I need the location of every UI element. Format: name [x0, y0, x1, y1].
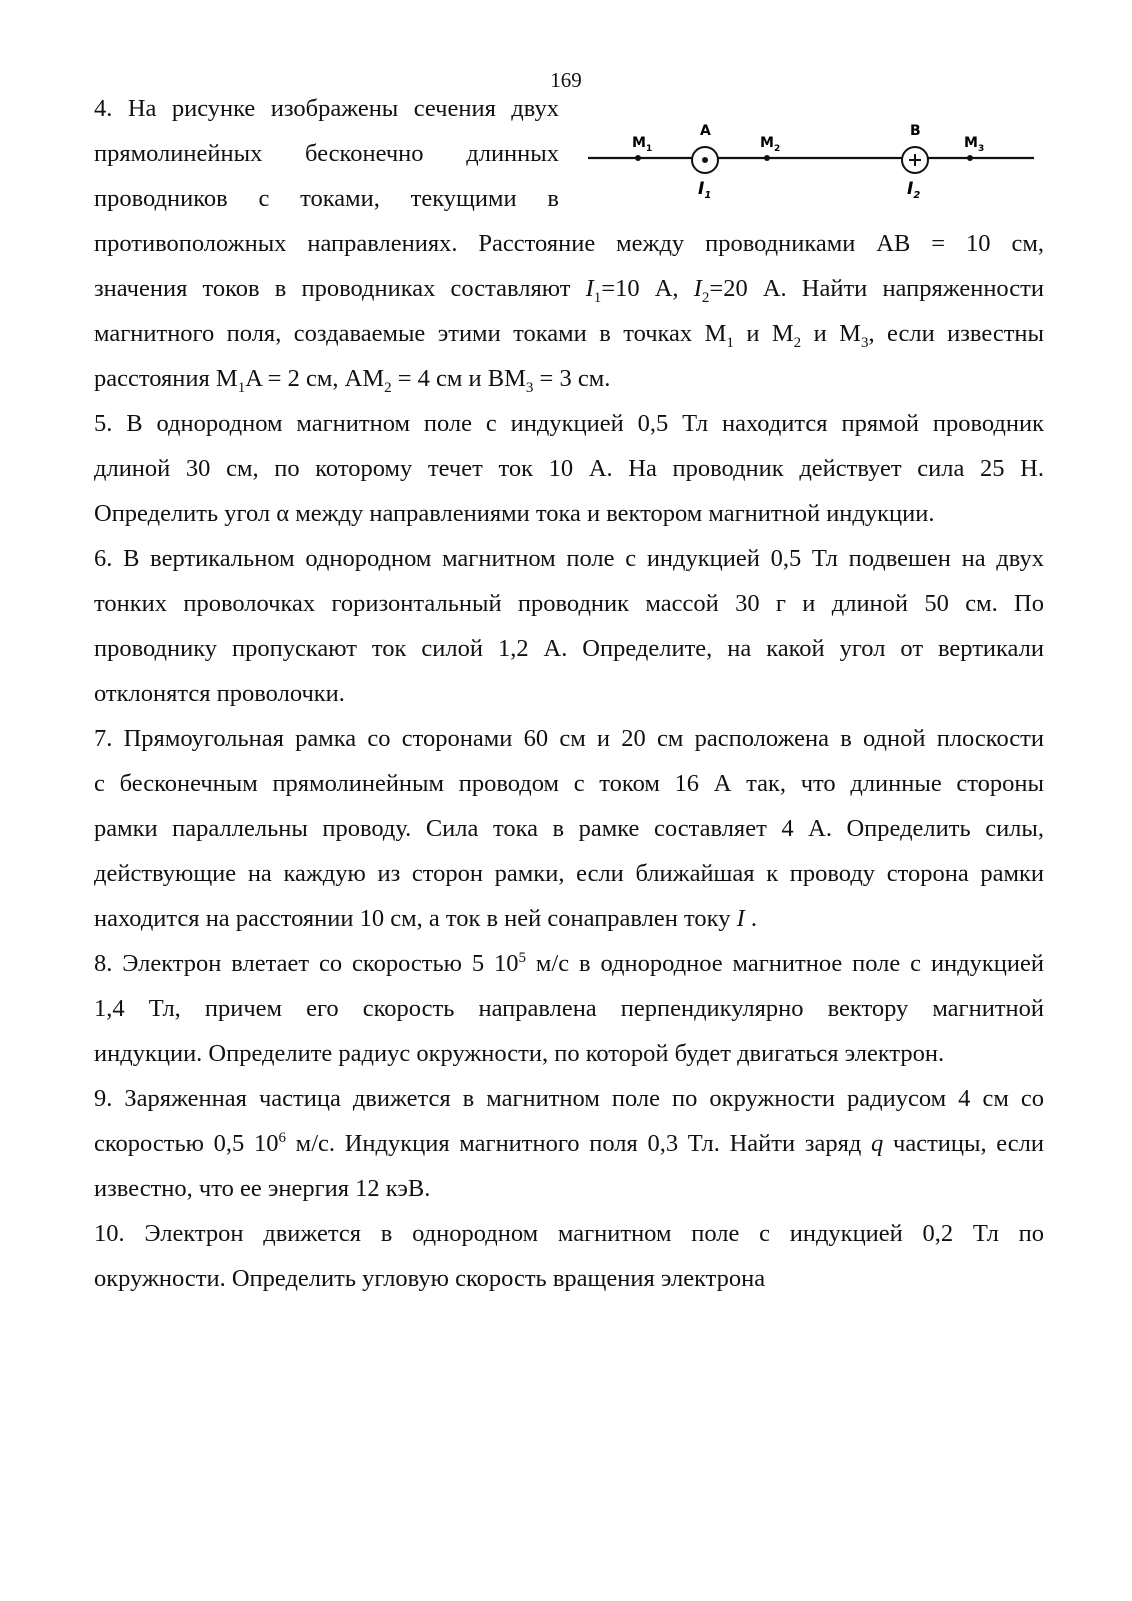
label-m2: $M_2$	[760, 135, 781, 154]
p4-line-1: 4. На рисунке изображены сечения двух	[94, 95, 559, 122]
p7-line-5: находится на расстоянии 10 см, а ток в ней сонаправлен току I .	[94, 905, 757, 932]
p4-line-7: расстояния $M_1A = 2$ см, $AM_2 = 4$ см и $BM_3 = 3$ см.	[94, 365, 611, 396]
problem-10	[94, 1211, 1044, 1301]
label-i1: $I_1$	[698, 179, 712, 200]
p10-line-1: 10. Электрон движется в однородном магнитном поле с индукцией 0,2 Тл по	[94, 1220, 1044, 1247]
problem-6	[94, 536, 1044, 716]
label-b: B	[910, 123, 921, 139]
problem-8	[94, 941, 1044, 1076]
p6-line-1: 6. В вертикальном однородном магнитном поле с индукцией 0,5 Тл подвешен на двух	[94, 545, 1044, 572]
p6-line-3: проводнику пропускают ток силой 1,2 А. Определите, на какой угол от вертикали	[94, 635, 1044, 662]
p5-line-3: Определить угол α между направлениями тока и вектором магнитной индукции.	[94, 500, 935, 527]
p5-line-1: 5. В однородном магнитном поле с индукцией 0,5 Тл находится прямой проводник	[94, 410, 1044, 437]
page-body	[94, 86, 1044, 1301]
p4-line-2: прямолинейных бесконечно длинных	[94, 140, 559, 167]
p5-line-2: длиной 30 см, по которому течет ток 10 А. На проводник действует сила 25 Н.	[94, 455, 1044, 482]
p6-line-2: тонких проволочках горизонтальный проводник массой 30 г и длиной 50 см. По	[94, 590, 1044, 617]
p9-line-1: 9. Заряженная частица движется в магнитном поле по окружности радиусом 4 см со	[94, 1085, 1044, 1112]
label-a: A	[700, 123, 711, 139]
p4-line-3: проводников с токами, текущими в	[94, 185, 559, 212]
label-i2: $I_2$	[907, 179, 921, 200]
p4-line-5: значения токов в проводниках составляют $I_1=10$ А, $I_2=20$ А. Найти напряженности	[94, 275, 1044, 306]
label-m3: $M_3$	[964, 135, 985, 154]
problem-7	[94, 716, 1044, 941]
p8-line-2: 1,4 Тл, причем его скорость направлена перпендикулярно вектору магнитной	[94, 995, 1044, 1022]
problem-9	[94, 1076, 1044, 1211]
label-m1: $M_1$	[632, 135, 653, 154]
p8-line-1: 8. Электрон влетает со скоростью 5 $10^5$ м/с в однородное магнитное поле с индукцией	[94, 949, 1044, 977]
p7-line-4: действующие на каждую из сторон рамки, если ближайшая к проводу сторона рамки	[94, 860, 1044, 887]
problem-5	[94, 401, 1044, 536]
p7-line-2: с бесконечным прямолинейным проводом с током 16 А так, что длинные стороны	[94, 770, 1044, 797]
p4-line-4: противоположных направлениях. Расстояние между проводниками AB = 10 см,	[94, 230, 1044, 257]
p6-line-4: отклонятся проволочки.	[94, 680, 345, 707]
p7-line-1: 7. Прямоугольная рамка со сторонами 60 см и 20 см расположена в одной плоскости	[94, 725, 1044, 752]
p9-line-2: скоростью 0,5 $10^6$ м/с. Индукция магнитного поля 0,3 Тл. Найти заряд q частицы, если	[94, 1129, 1044, 1157]
problem-4	[94, 86, 1044, 401]
p7-line-3: рамки параллельны проводу. Сила тока в рамке составляет 4 А. Определить силы,	[94, 815, 1044, 842]
p10-line-2: окружности. Определить угловую скорость вращения электрона	[94, 1265, 766, 1292]
p9-line-3: известно, что ее энергия 12 кэВ.	[94, 1175, 431, 1202]
p8-line-3: индукции. Определите радиус окружности, по которой будет двигаться электрон.	[94, 1040, 945, 1067]
p4-line-6: магнитного поля, создаваемые этими токами в точках $M_1$ и $M_2$ и $M_3$, если известны	[94, 320, 1044, 351]
page-number: 169	[550, 68, 582, 92]
